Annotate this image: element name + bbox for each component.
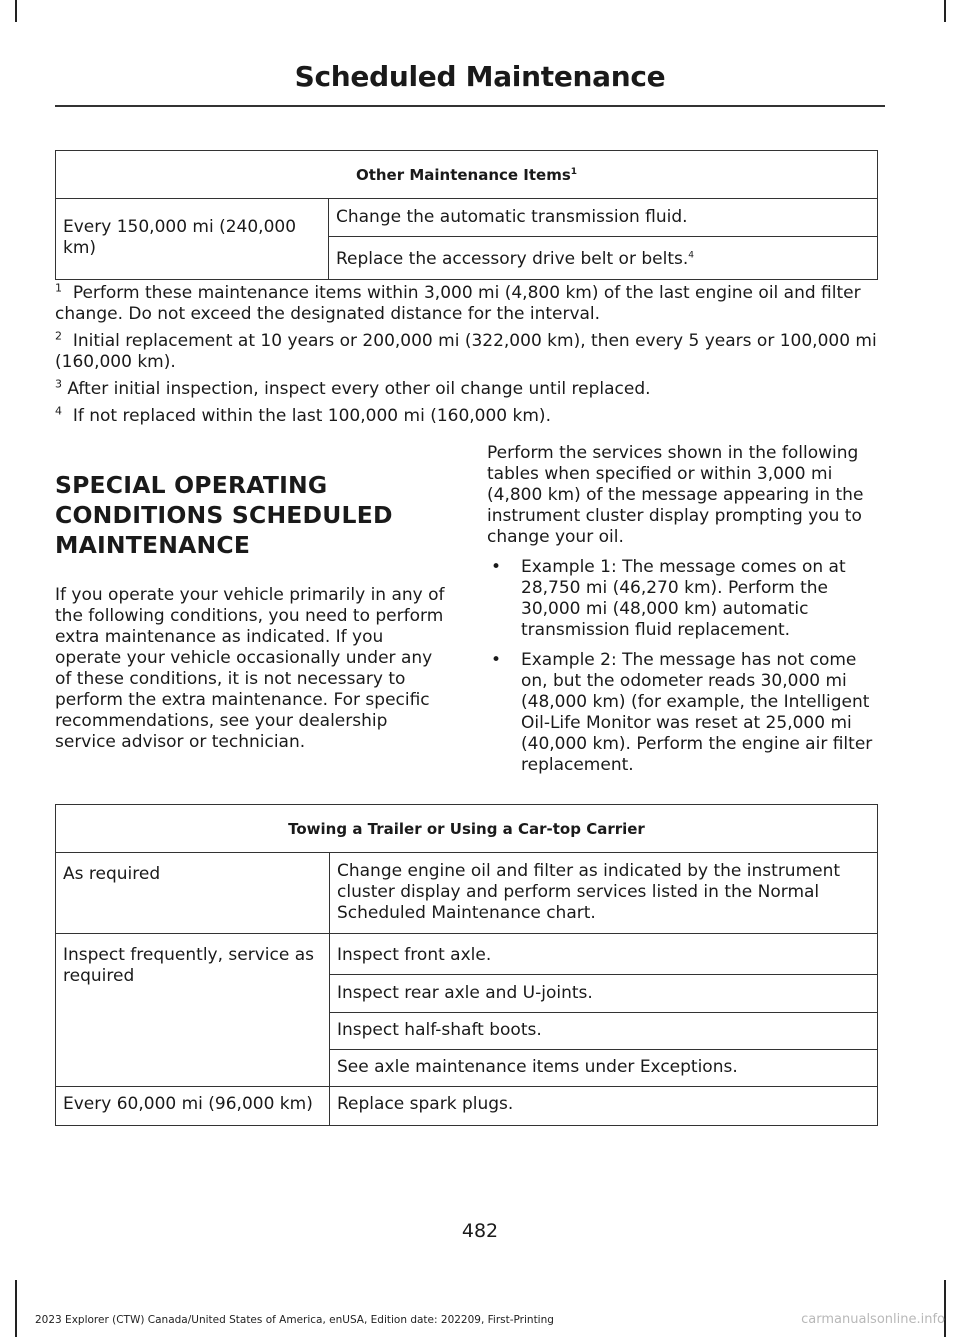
list-item: • Example 2: The message has not come on, but the odometer reads 30,000 mi (48,000 km) (for example, the Intelligent Oil-Life Monitor was reset at 25,000 mi (40,000 km). Perform the engine air filter replacement. (491, 650, 873, 775)
footer-edition: 2023 Explorer (CTW) Canada/United States of America, enUSA, Edition date: 202209, First-Printing (35, 1314, 554, 1326)
header-divider (55, 105, 885, 107)
action-cell: Replace spark plugs. (330, 1087, 878, 1126)
table-title: Towing a Trailer or Using a Car-top Carrier (56, 805, 878, 853)
table-title: Other Maintenance Items$^1$ (56, 151, 878, 199)
interval-cell: As required (56, 853, 330, 934)
section-intro: If you operate your vehicle primarily in any of the following conditions, you need to perform extra maintenance as indicated. If you operate your vehicle occasionally under any of these conditions, it is not necessary to perform the extra maintenance. For specific recommendations, see your dealership service advisor or technician. (55, 585, 445, 752)
interval-cell: Inspect frequently, service as required (56, 934, 330, 1087)
bullet: • (491, 650, 502, 670)
crop-mark-top-right (944, 0, 946, 22)
crop-mark-bottom-right (944, 1280, 946, 1337)
interval-cell: Every 150,000 mi (240,000 km) (56, 199, 329, 280)
action-cell: Inspect front axle. (330, 934, 878, 975)
action-cell: Change engine oil and filter as indicated by the instrument cluster display and perform services listed in the Normal Scheduled Maintenance chart. (330, 853, 878, 934)
other-maintenance-table (55, 150, 878, 280)
crop-mark-top-left (15, 0, 17, 22)
footnote-ref: 1 (570, 167, 578, 177)
crop-mark-bottom-left (15, 1280, 17, 1337)
left-column (55, 470, 450, 753)
page-title: Scheduled Maintenance (294, 60, 666, 93)
interval-cell: Every 60,000 mi (96,000 km) (56, 1087, 330, 1126)
services-intro: Perform the services shown in the following tables when specified or within 3,000 mi (4,800 km) of the message appearing in the instrument cluster display prompting you to change your oil. (487, 443, 864, 547)
action-cell: Change the automatic transmission fluid. (329, 199, 878, 237)
page-number: 482 (461, 1220, 499, 1242)
bullet: • (491, 557, 502, 577)
footnote-item: $^2$ Initial replacement at 10 years or 200,000 mi (322,000 km), then every 5 years or 100,000 mi (160,000 km). (55, 329, 877, 372)
footnote-item: $^3$ After initial inspection, inspect every other oil change until replaced. (55, 377, 651, 399)
action-cell: Inspect half-shaft boots. (330, 1013, 878, 1050)
action-cell: Replace the accessory drive belt or belts.$^4$ (329, 237, 878, 280)
action-cell: Inspect rear axle and U-joints. (330, 975, 878, 1013)
footnote-item: $^4$ If not replaced within the last 100,000 mi (160,000 km). (55, 404, 551, 426)
footnote-item: $^1$ Perform these maintenance items within 3,000 mi (4,800 km) of the last engine oil and filter change. Do not exceed the designated distance for the interval. (55, 281, 861, 324)
footnote-ref: 4 (688, 250, 694, 261)
footnotes (55, 283, 885, 433)
watermark: carmanualsonline.info (801, 1312, 945, 1327)
examples-list (487, 557, 882, 776)
section-heading: SPECIAL OPERATING CONDITIONS SCHEDULED MAINTENANCE (55, 471, 393, 559)
list-item: • Example 1: The message comes on at 28,750 mi (46,270 km). Perform the 30,000 mi (48,000 km) automatic transmission fluid replacement. (491, 557, 846, 640)
action-cell: See axle maintenance items under Exceptions. (330, 1050, 878, 1087)
towing-table (55, 804, 878, 1126)
right-column (487, 443, 882, 785)
